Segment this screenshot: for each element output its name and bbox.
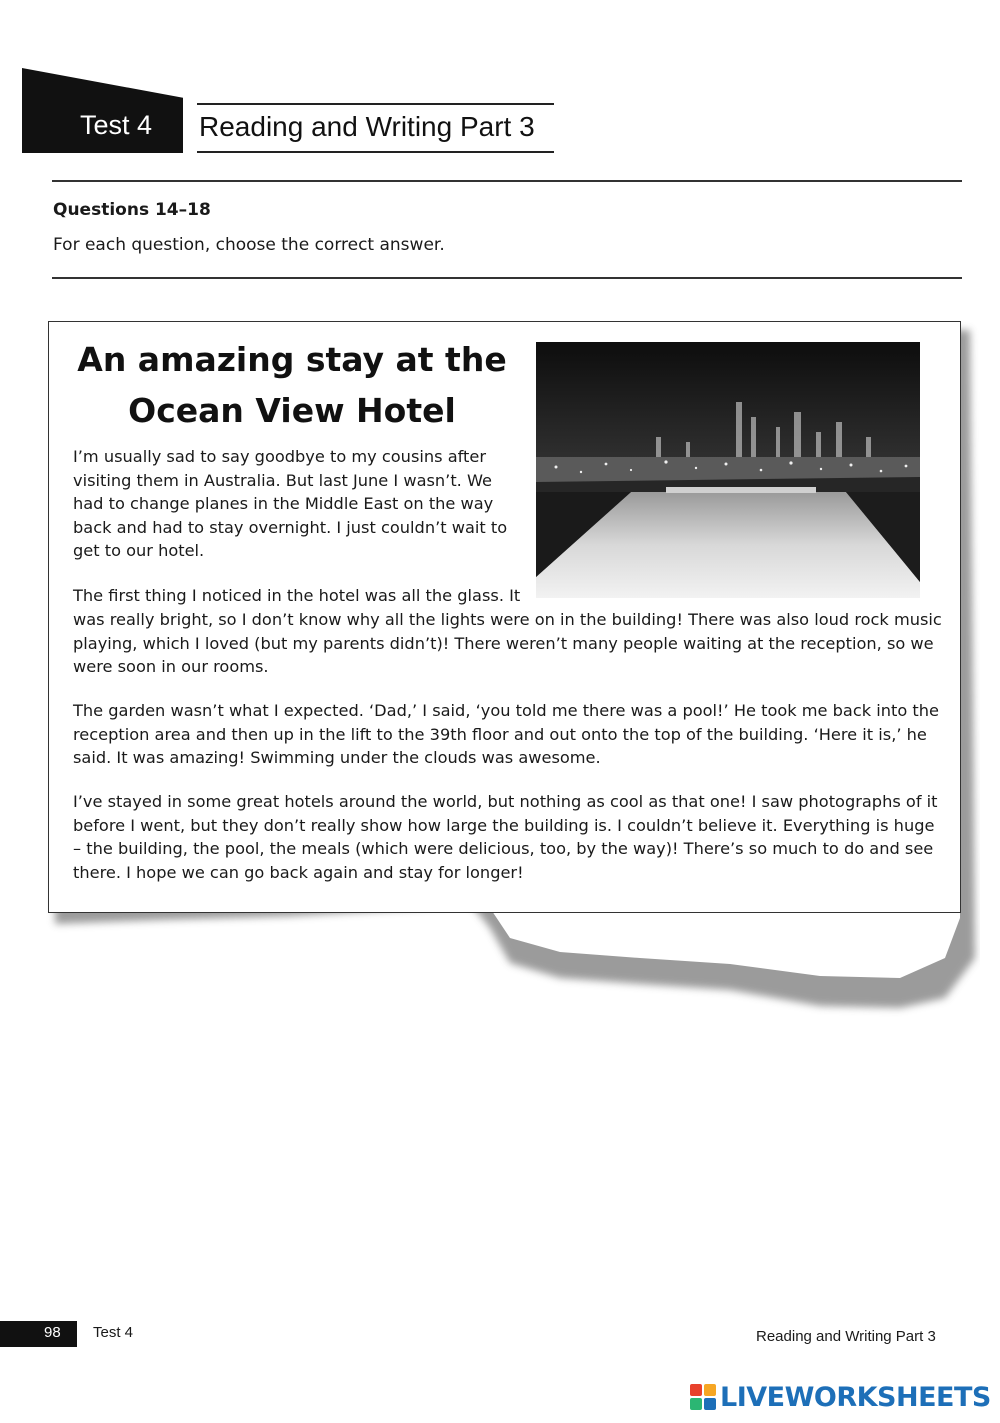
article-paragraph-3: The garden wasn’t what I expected. ‘Dad,’ I said, ‘you told me there was a pool!’ He took me back into the reception area and then up in the lift to the 39th floor and out onto the top of the building. ‘Here it is,’ he said. It was amazing! Swimming under the clouds was awesome.: [73, 701, 939, 767]
footer-test-label: Test 4: [93, 1324, 134, 1341]
title-rule-top: [197, 103, 554, 105]
liveworksheets-logo: [690, 1380, 991, 1414]
article-title-line-2: Ocean View Hotel: [128, 391, 456, 430]
article-paragraph-2-rest: was really bright, so I don’t know why all the lights were on in the building! There was also loud rock music playing, which I loved (but my parents didn’t)! There weren’t many people waiting at the reception, so we were soon in our rooms.: [73, 610, 942, 676]
page-number: 98: [44, 1324, 61, 1341]
footer-part-label: Reading and Writing Part 3: [756, 1328, 936, 1345]
article-title-line-1: An amazing stay at the: [77, 340, 507, 379]
title-rule-bottom: [197, 151, 554, 153]
page-title: Reading and Writing Part 3: [199, 111, 535, 142]
article-paragraph-4: I’ve stayed in some great hotels around the world, but nothing as cool as that one! I saw photographs of it before I went, but they don’t really show how large the building is. I couldn’t believe it. Everything is huge – the building, the pool, the meals (which were delicious, too, by the way)! There’s so much to do and see there. I hope we can go back again and stay for longer!: [73, 792, 938, 882]
article-paragraph-1: I’m usually sad to say goodbye to my cousins after visiting them in Australia. But last June I wasn’t. We had to change planes in the Middle East on the way back and had to stay overnight. I just couldn’t wait to get to our hotel.: [73, 447, 508, 560]
divider-top: [52, 180, 962, 182]
page-number-box: [0, 1321, 77, 1347]
divider-bottom: [52, 277, 962, 279]
questions-heading: Questions 14–18: [53, 200, 211, 220]
instruction-text: For each question, choose the correct answer.: [53, 235, 445, 255]
hotel-pool-photo: [536, 342, 920, 598]
test-label: Test 4: [80, 110, 153, 140]
liveworksheets-text: LIVEWORKSHEETS: [720, 1381, 991, 1413]
article-paragraph-2-start: The first thing I noticed in the hotel was all the glass. It: [73, 586, 521, 605]
liveworksheets-icon: [690, 1384, 716, 1410]
article-title: [62, 334, 522, 436]
